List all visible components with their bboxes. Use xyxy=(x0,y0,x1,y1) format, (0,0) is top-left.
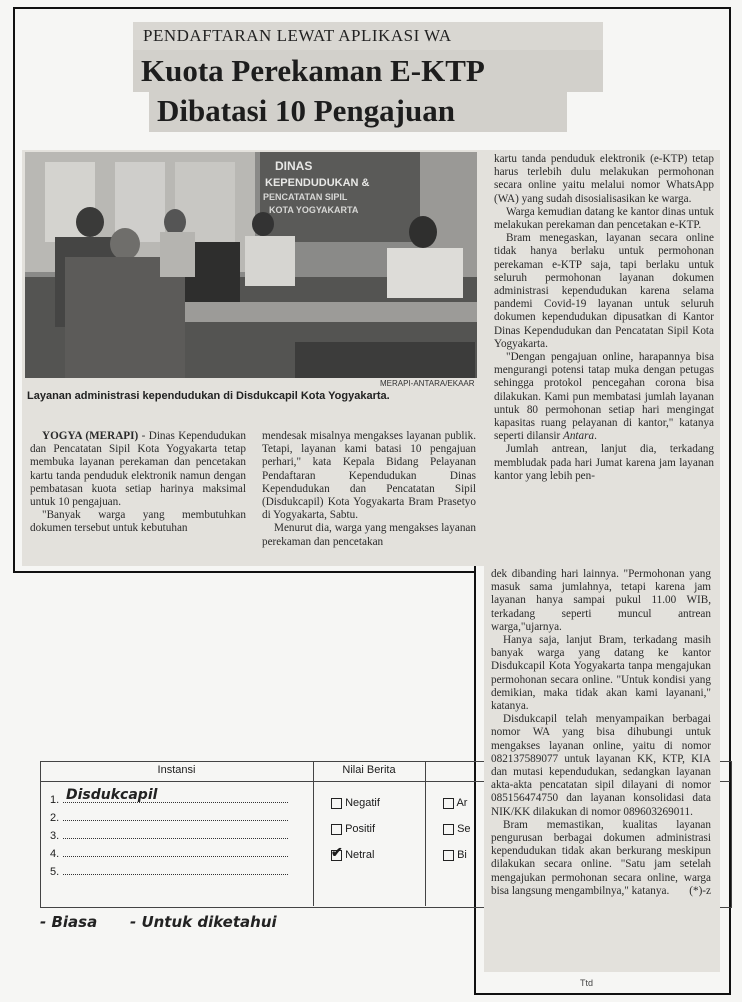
sign-text-4: KOTA YOGYAKARTA xyxy=(269,205,359,215)
form-row xyxy=(50,810,288,824)
photo-credit: MERAPI-ANTARA/EKAAR xyxy=(380,379,475,388)
checkbox-b[interactable] xyxy=(443,824,454,835)
handwritten-instansi: Disdukcapil xyxy=(66,787,158,803)
article-paragraph: mendesak misalnya mengakses layanan publik. Tetapi, layanan kami batasi 10 pengajuan perhari," kata Kepala Bidang Pelayanan Pendaftaran Kependudukan Dinas Kependudukan dan Pencatatan Sipil (Disdukcapil) Kota Yogyakarta Bram Prasetyo di Yogyakarta, Sabtu. xyxy=(262,430,476,522)
article-paragraph: dek dibanding hari lainnya. "Permohonan yang masuk sama jumlahnya, tetapi karena jam layanan hanya sampai pukul 11.00 WIB, terkadang seperti muncul antrean warga,"ujarnya. xyxy=(491,568,711,633)
author-sign: (*)-z xyxy=(689,884,711,897)
ttd-label: Ttd xyxy=(580,978,594,988)
option-negatif[interactable]: Negatif xyxy=(331,797,380,809)
form-row xyxy=(50,846,288,860)
handwritten-note-1: - Biasa xyxy=(40,913,98,931)
form-row-number: 4. xyxy=(50,848,60,860)
article-column-1 xyxy=(30,430,246,536)
article-column-2 xyxy=(262,430,476,549)
form-row xyxy=(50,864,288,878)
checkbox-negatif[interactable] xyxy=(331,798,342,809)
article-paragraph: Bram memastikan, kualitas layanan pengurusan berbagai dokumen administrasi kependudukan tidak akan berkurang meskipun dilakukan secara online. "Satu jam setelah mengajukan permohonan secara online, warga bisa langsung mengambilnya," katanya. (*)-z xyxy=(491,818,711,897)
article-paragraph: Hanya saja, lanjut Bram, terkadang masih banyak warga yang datang ke kantor Disdukcapil Kota Yogyakarta tanpa mengajukan permohonan secara online. "Untuk kondisi yang demikian, maka tidak akan kami layanani," katanya. xyxy=(491,634,711,713)
article-paragraph: Bram menegaskan, layanan secara online tidak hanya berlaku untuk permohonan perekaman e-KTP saja, tapi berlaku untuk seluruh permohonan layanan dokumen administrasi kependudukan karena selama pandemi Covid-19 layanan untuk seluruh dokumen kependudukan dipusatkan di Kantor Dinas Kependudukan dan Pencatatan Sipil Kota Yogyakarta. xyxy=(494,232,714,350)
headline-line1: Kuota Perekaman E-KTP xyxy=(133,50,603,92)
checkmark-icon: ✔ xyxy=(331,843,343,860)
form-header-instansi: Instansi xyxy=(157,764,196,776)
form-row-number: 3. xyxy=(50,830,60,842)
form-row-line[interactable] xyxy=(63,846,288,857)
form-row-line[interactable] xyxy=(63,828,288,839)
checkbox-a[interactable] xyxy=(443,798,454,809)
article-paragraph: kartu tanda penduduk elektronik (e-KTP) tetap harus terlebih dulu melakukan permohonan secara online yaitu melalui nomor WhatsApp (WA) yang sudah disosialisasikan ke warga. xyxy=(494,153,714,205)
article-paragraph: YOGYA (MERAPI) - Dinas Kependudukan dan Pencatatan Sipil Kota Yogyakarta tetap membuka layanan perekaman dan pencetakan kartu tanda penduduk elektronik namun dengan pembatasan kuota setiap harinya maksimal untuk 10 pengajuan. xyxy=(30,430,246,509)
form-row-number: 2. xyxy=(50,812,60,824)
form-col-divider xyxy=(425,761,426,906)
sign-text-1: DINAS xyxy=(275,159,313,173)
frame-top xyxy=(13,7,731,9)
article-paragraph: "Banyak warga yang membutuhkan dokumen tersebut untuk kebutuhan xyxy=(30,509,246,535)
form-row-number: 1. xyxy=(50,794,60,806)
handwritten-note-2: - Untuk diketahui xyxy=(130,913,277,931)
checkbox-c[interactable] xyxy=(443,850,454,861)
option-c[interactable]: Bi xyxy=(443,849,467,861)
form-row xyxy=(50,828,288,842)
form-row-line[interactable] xyxy=(63,810,288,821)
article-column-4 xyxy=(491,568,711,898)
article-paragraph: Warga kemudian datang ke kantor dinas untuk melakukan perekaman dan pencetakan e-KTP. xyxy=(494,205,714,232)
frame-bottom xyxy=(474,993,731,995)
headline-kicker: PENDAFTARAN LEWAT APLIKASI WA xyxy=(133,22,603,50)
form-header-nilai: Nilai Berita xyxy=(342,764,396,776)
photo-caption: Layanan administrasi kependudukan di Disdukcapil Kota Yogyakarta. xyxy=(27,390,390,402)
article-column-3 xyxy=(494,153,714,483)
form-col-divider xyxy=(313,761,314,906)
frame-left xyxy=(13,7,15,573)
headline-line2: Dibatasi 10 Pengajuan xyxy=(149,90,567,132)
option-b[interactable]: Se xyxy=(443,823,471,835)
news-photo xyxy=(25,152,477,378)
dateline: YOGYA (MERAPI) xyxy=(42,430,139,442)
form-row-line[interactable] xyxy=(63,864,288,875)
sign-text-2: KEPENDUDUKAN & xyxy=(265,177,370,189)
option-netral[interactable]: ✔ Netral xyxy=(331,843,375,861)
option-a[interactable]: Ar xyxy=(443,797,467,809)
checkbox-positif[interactable] xyxy=(331,824,342,835)
form-row-number: 5. xyxy=(50,866,60,878)
checkbox-netral[interactable] xyxy=(331,843,343,861)
article-paragraph: Menurut dia, warga yang mengakses layanan perekaman dan pencetakan xyxy=(262,522,476,548)
article-paragraph: "Dengan pengajuan online, harapannya bisa mengurangi potensi tatap muka dengan petugas sehingga protokol pencegahan corona bisa dilakukan. Kami pun membatasi jumlah layanan untuk 80 permohonan setiap hari mengingat kapasitas ruang pelayanan di kantor," katanya seperti dilansir Antara. xyxy=(494,351,714,443)
photo-scene xyxy=(25,152,477,378)
sign-text-3: PENCATATAN SIPIL xyxy=(263,192,348,202)
option-positif[interactable]: Positif xyxy=(331,823,375,835)
frame-mid xyxy=(13,571,476,573)
article-paragraph: Jumlah antrean, lanjut dia, terkadang membludak pada hari Jumat karena jam layanan kantor yang lebih pen- xyxy=(494,443,714,482)
article-paragraph: Disdukcapil telah menyampaikan berbagai nomor WA yang bisa dihubungi untuk mengakses layanan online, yaitu di nomor 082137589077 untuk layanan KK, KTP, KIA dan mutasi kependudukan, sedangkan layanan akta-akta pencatatan sipil dilayani di nomor 085156474750 dan layanan konsolidasi data NIK/KK dilakukan di nomor 089603269011. xyxy=(491,713,711,818)
